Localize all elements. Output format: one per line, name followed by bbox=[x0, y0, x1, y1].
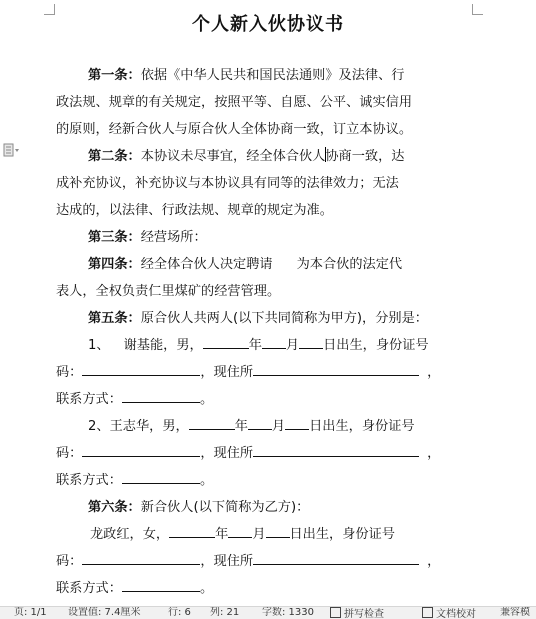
period: 。 bbox=[199, 581, 214, 596]
article-4-line-2[interactable] bbox=[56, 282, 280, 302]
new-partner-line-2[interactable] bbox=[56, 552, 440, 572]
article-5-line[interactable] bbox=[88, 309, 428, 329]
article-2-line-3[interactable] bbox=[56, 201, 333, 221]
partner-1-line-2[interactable] bbox=[56, 363, 440, 383]
partner-2-line-3[interactable] bbox=[56, 471, 213, 491]
article-4-text: 经全体合伙人决定聘请 bbox=[140, 257, 273, 272]
status-row[interactable]: 行: 6 bbox=[168, 607, 191, 618]
birth-year-blank[interactable] bbox=[189, 417, 235, 430]
year-label: 年 bbox=[215, 527, 229, 542]
partner-1-line-1[interactable] bbox=[88, 336, 429, 356]
partner-2-line-1[interactable] bbox=[88, 417, 415, 437]
partner-2-line-2[interactable] bbox=[56, 444, 440, 464]
address-blank[interactable] bbox=[253, 444, 419, 457]
partner-1-name: 谢基能，男， bbox=[123, 338, 203, 353]
article-6-label: 第六条： bbox=[88, 500, 141, 515]
proofread-label: 文档校对 bbox=[436, 609, 476, 619]
month-label: 月 bbox=[285, 338, 300, 353]
id-number-blank[interactable] bbox=[82, 363, 200, 376]
period: 。 bbox=[199, 392, 214, 407]
birth-month-blank[interactable] bbox=[248, 417, 272, 430]
document-title: 个人新入伙协议书 bbox=[192, 14, 344, 35]
article-2-text: 成补充协议，补充协议与本协议具有同等的法律效力；无法 bbox=[56, 176, 399, 191]
status-setting[interactable]: 设置值: 7.4厘米 bbox=[68, 607, 141, 618]
article-1-text: 的原则，经新合伙人与原合伙人全体协商一致，订立本协议。 bbox=[56, 122, 413, 137]
proofread-button[interactable] bbox=[422, 607, 476, 619]
spell-check-label: 拼写检查 bbox=[344, 609, 384, 619]
partner-2-name: 王志华，男， bbox=[109, 419, 189, 434]
contact-label: 联系方式： bbox=[56, 581, 122, 596]
period: 。 bbox=[199, 473, 214, 488]
birth-year-blank[interactable] bbox=[203, 336, 249, 349]
partner-1-line-3[interactable] bbox=[56, 390, 213, 410]
contact-blank[interactable] bbox=[122, 579, 200, 592]
comma: ， bbox=[427, 365, 441, 380]
proofread-icon bbox=[422, 607, 433, 618]
article-2-line-1[interactable] bbox=[88, 147, 405, 167]
contact-label: 联系方式： bbox=[56, 392, 122, 407]
article-2-text: 协商一致，达 bbox=[325, 149, 405, 164]
article-4-text: 为本合伙的法定代 bbox=[296, 257, 403, 272]
article-6-text: 新合伙人(以下简称为乙方)： bbox=[140, 500, 310, 515]
new-partner-line-1[interactable] bbox=[90, 525, 395, 545]
birth-day-blank[interactable] bbox=[299, 336, 323, 349]
birth-day-blank[interactable] bbox=[285, 417, 309, 430]
article-3-label: 第三条： bbox=[88, 230, 141, 245]
year-label: 年 bbox=[248, 338, 262, 353]
contact-label: 联系方式： bbox=[56, 473, 122, 488]
article-4-text: 表人，全权负责仁里煤矿的经营管理。 bbox=[56, 284, 281, 299]
status-col[interactable]: 列: 21 bbox=[210, 607, 240, 618]
address-blank[interactable] bbox=[253, 363, 419, 376]
article-5-text: 原合伙人共两人(以下共同简称为甲方)，分别是： bbox=[140, 311, 428, 326]
comma: ， bbox=[427, 554, 441, 569]
address-blank[interactable] bbox=[253, 552, 419, 565]
id-code-label: 码： bbox=[56, 554, 83, 569]
new-partner-name: 龙政红，女， bbox=[90, 527, 170, 542]
birth-day-blank[interactable] bbox=[266, 525, 290, 538]
birth-year-blank[interactable] bbox=[169, 525, 215, 538]
birth-month-blank[interactable] bbox=[262, 336, 286, 349]
address-label: ，现住所 bbox=[200, 446, 254, 461]
article-3-text: 经营场所： bbox=[140, 230, 207, 245]
article-5-label: 第五条： bbox=[88, 311, 141, 326]
birth-month-blank[interactable] bbox=[228, 525, 252, 538]
new-partner-line-3[interactable] bbox=[56, 579, 213, 599]
day-label: 日出生，身份证号 bbox=[289, 527, 395, 542]
status-bar bbox=[0, 606, 536, 619]
id-code-label: 码： bbox=[56, 365, 83, 380]
article-2-line-2[interactable] bbox=[56, 174, 399, 194]
year-label: 年 bbox=[234, 419, 248, 434]
month-label: 月 bbox=[252, 527, 266, 542]
contact-blank[interactable] bbox=[122, 471, 200, 484]
article-1-text: 政法规、规章的有关规定，按照平等、自愿、公平、诚实信用 bbox=[56, 95, 413, 110]
comma: ， bbox=[427, 446, 441, 461]
article-6-line[interactable] bbox=[88, 498, 309, 518]
article-1-text: 依据《中华人民共和国民法通则》及法律、行 bbox=[140, 68, 405, 83]
status-page[interactable]: 页: 1/1 bbox=[14, 607, 47, 618]
day-label: 日出生，身份证号 bbox=[309, 419, 415, 434]
article-2-text: 达成的，以法律、行政法规、规章的规定为准。 bbox=[56, 203, 333, 218]
address-label: ，现住所 bbox=[200, 554, 254, 569]
id-number-blank[interactable] bbox=[82, 444, 200, 457]
spell-check-button[interactable] bbox=[330, 607, 384, 619]
article-4-label: 第四条： bbox=[88, 257, 141, 272]
month-label: 月 bbox=[271, 419, 286, 434]
contact-blank[interactable] bbox=[122, 390, 200, 403]
day-label: 日出生，身份证号 bbox=[323, 338, 429, 353]
partner-2-number: 2、 bbox=[88, 419, 110, 434]
address-label: ，现住所 bbox=[200, 365, 254, 380]
article-1-line-3[interactable] bbox=[56, 120, 412, 140]
id-number-blank[interactable] bbox=[82, 552, 200, 565]
article-4-line-1[interactable] bbox=[88, 255, 402, 275]
spell-check-icon bbox=[330, 607, 341, 618]
article-1-line-2[interactable] bbox=[56, 93, 412, 113]
document-outline-icon[interactable] bbox=[3, 143, 21, 159]
article-1-label: 第一条： bbox=[88, 68, 141, 83]
article-2-label: 第二条： bbox=[88, 149, 141, 164]
article-3-line[interactable] bbox=[88, 228, 207, 248]
status-word-count[interactable]: 字数: 1330 bbox=[262, 607, 314, 618]
id-code-label: 码： bbox=[56, 446, 83, 461]
article-1-line-1[interactable] bbox=[88, 66, 405, 86]
compat-mode[interactable]: 兼容模 bbox=[500, 607, 530, 618]
partner-1-number: 1、 bbox=[88, 338, 110, 353]
article-2-text: 本协议未尽事宜，经全体合伙人 bbox=[140, 149, 326, 164]
